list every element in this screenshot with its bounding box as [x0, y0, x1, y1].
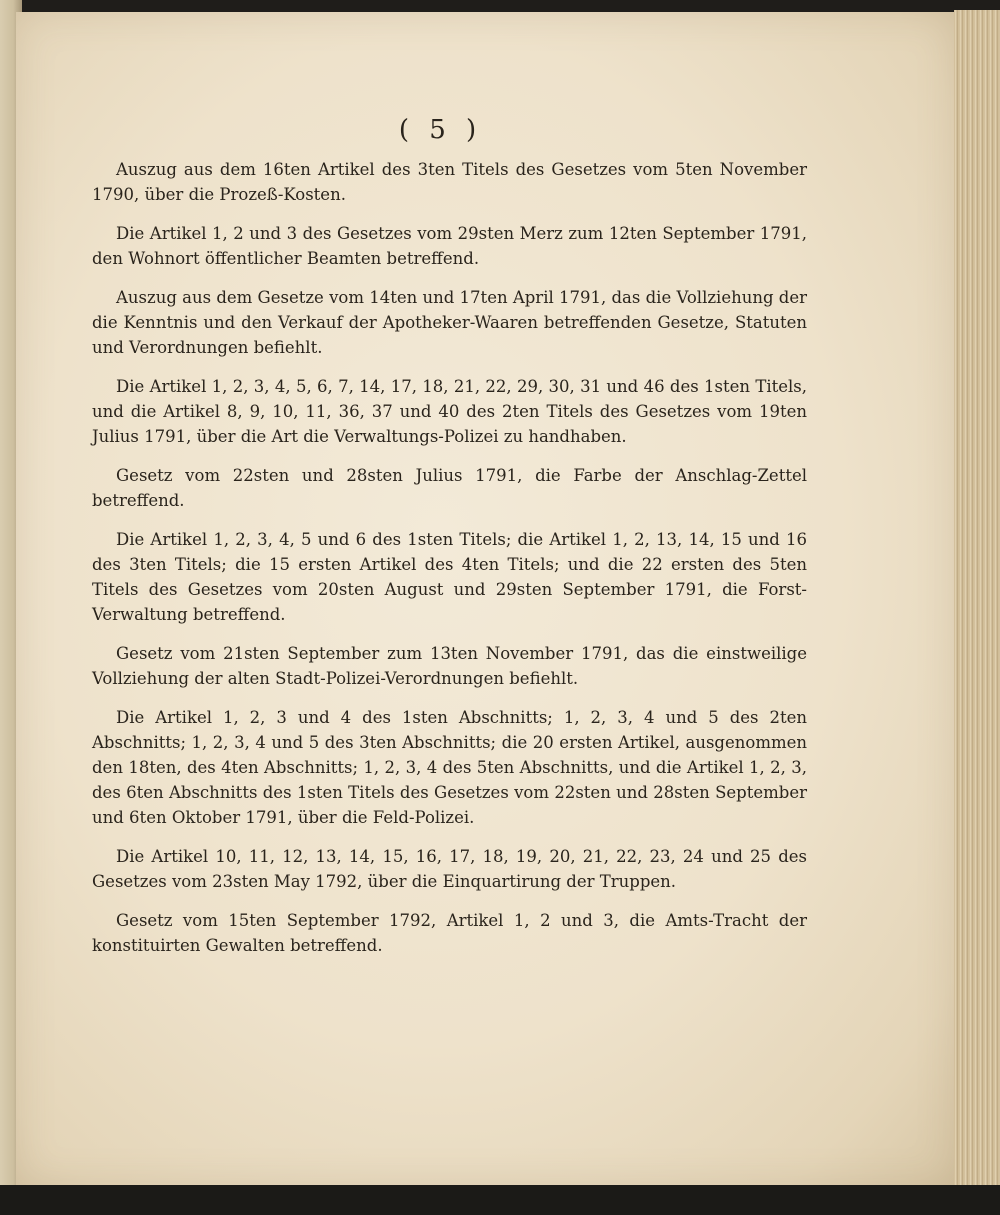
paragraph-3: Auszug aus dem Gesetze vom 14ten und 17ten April 1791, das die Vollziehung der die Kenntnis und den Verkauf der Apotheker-Waaren betreffenden Gesetze, Statuten und Verordnungen befiehlt. [92, 288, 807, 357]
page-number: ( 5 ) [398, 115, 483, 145]
paragraph-4: Die Artikel 1, 2, 3, 4, 5, 6, 7, 14, 17, 18, 21, 22, 29, 30, 31 und 46 des 1sten Titels, und die Artikel 8, 9, 10, 11, 36, 37 und 40 des 2ten Titels des Gesetzes vom 19ten Julius 1791, über die Art die Verwaltungs-Polizei zu handhaben. [92, 377, 807, 446]
paragraph-2: Die Artikel 1, 2 und 3 des Gesetzes vom 29sten Merz zum 12ten September 1791, den Wohnort öffentlicher Beamten betreffend. [92, 224, 807, 268]
bottom-shadow [0, 1185, 1000, 1215]
paragraph-8: Die Artikel 1, 2, 3 und 4 des 1sten Abschnitts; 1, 2, 3, 4 und 5 des 2ten Abschnitts; 1, 2, 3, 4 und 5 des 3ten Abschnitts; die 20 ersten Artikel, ausgenommen den 18ten, des 4ten Abschnitts; 1, 2, 3, 4 des 5ten Abschnitts, und die Artikel 1, 2, 3, des 6ten Abschnitts des 1sten Titels des Gesetzes vom 22sten und 28sten September und 6ten Oktober 1791, über die Feld-Polizei. [92, 708, 807, 827]
page-content [92, 115, 807, 972]
paragraph-1: Auszug aus dem 16ten Artikel des 3ten Titels des Gesetzes vom 5ten November 1790, über die Prozeß-Kosten. [92, 160, 807, 204]
paragraph-5: Gesetz vom 22sten und 28sten Julius 1791, die Farbe der Anschlag-Zettel betreffend. [92, 466, 807, 510]
paragraph-9: Die Artikel 10, 11, 12, 13, 14, 15, 16, 17, 18, 19, 20, 21, 22, 23, 24 und 25 des Gesetzes vom 23sten May 1792, über die Einquartirung der Truppen. [92, 847, 807, 891]
paragraph-7: Gesetz vom 21sten September zum 13ten November 1791, das die einstweilige Vollziehung der alten Stadt-Polizei-Verordnungen befiehlt. [92, 644, 807, 688]
page-stack-edges [954, 10, 1000, 1205]
paragraph-6: Die Artikel 1, 2, 3, 4, 5 und 6 des 1sten Titels; die Artikel 1, 2, 13, 14, 15 und 16 des 3ten Titels; die 15 ersten Artikel des 4ten Titels; und die 22 ersten des 5ten Titels des Gesetzes vom 20sten August und 29sten September 1791, die Forst-Verwaltung betreffend. [92, 530, 807, 624]
paragraph-10: Gesetz vom 15ten September 1792, Artikel 1, 2 und 3, die Amts-Tracht der konstituirten Gewalten betreffend. [92, 911, 807, 955]
